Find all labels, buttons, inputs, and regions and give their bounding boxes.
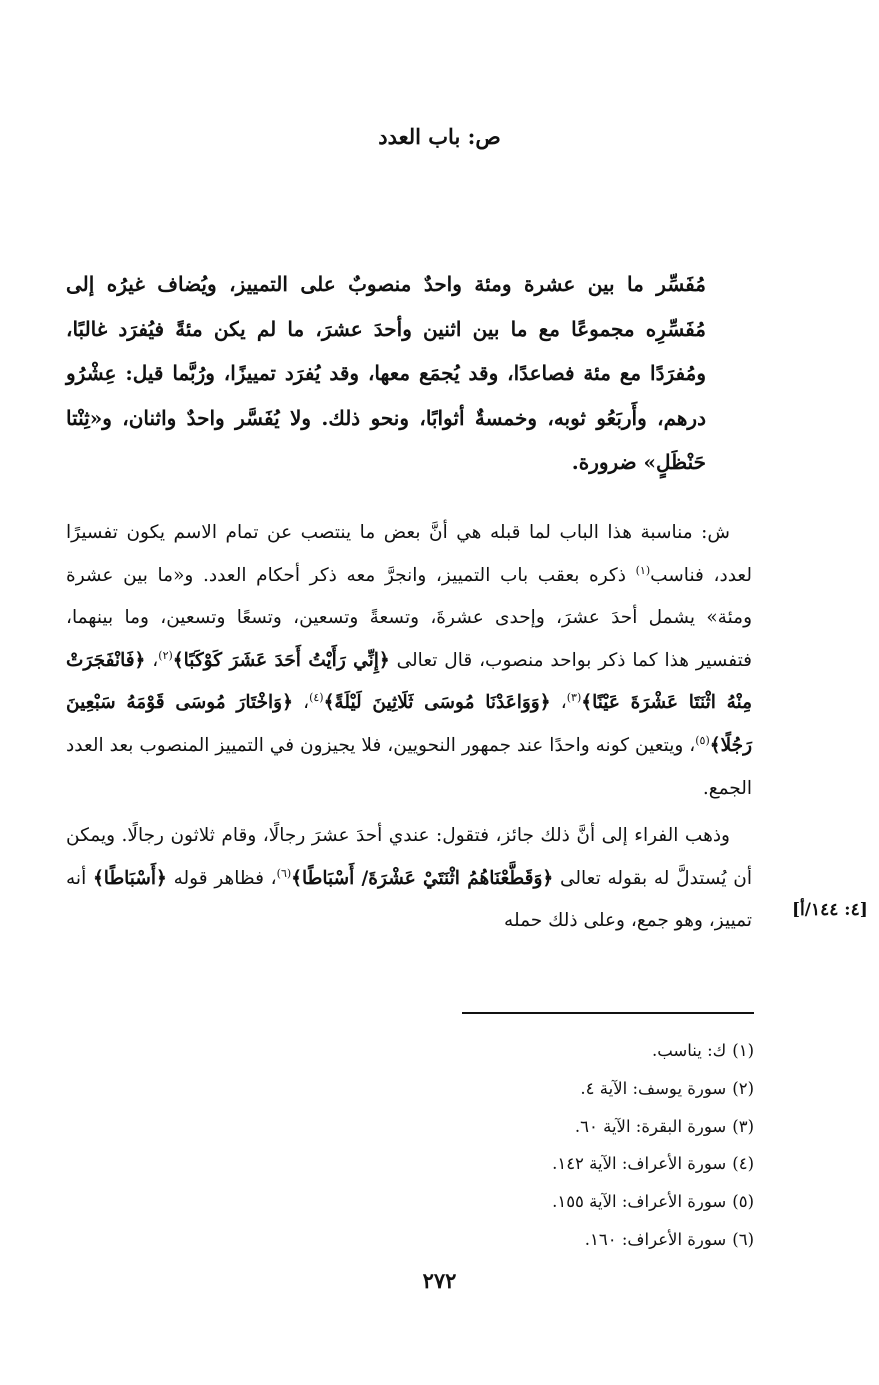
section-heading: ص: باب العدد [378,124,501,149]
manuscript-folio-marker: [٤: ١٤٤/أ] [792,900,868,920]
footnote-number: (٢) [732,1078,754,1098]
footnote-text: سورة الأعراف: الآية ١٤٢. [552,1154,727,1174]
footnote-number: (٣) [732,1116,754,1136]
footnote-ref-3[interactable]: (٣) [566,691,582,705]
sharh-text: أنه تمييز، وهو جمع، وعلى ذلك حمله [66,867,752,932]
page-number: ٢٧٢ [422,1268,457,1293]
sharh-text: ذكره بعقب باب التمييز، وانجرَّ معه ذكر أحكام العدد. و«ما بين عشرة ومئة» يشمل أحدَ عشرَ، وإحدى عشرةَ، وتسعةً وتسعين، وتسعًا وتسعين، وما بينهما، فتفسير هذا كما ذكر بواحد منصوب، قال تعالى [66,564,753,671]
footnote-item [400,1032,754,1070]
sharh-text: ، فظاهر قوله [173,867,277,889]
separator: ، [550,692,567,714]
separator: ، [145,649,159,671]
footnote-text: سورة يوسف: الآية ٤. [580,1078,727,1098]
footnote-item [400,1221,754,1259]
quran-verse: ﴿فَانْفَجَرَتْ مِنْهُ اثْنَتَا عَشْرَةَ عَيْنًا﴾ [66,649,752,714]
sharh-paragraph-1 [66,512,752,810]
footnote-text: سورة الأعراف: الآية ١٥٥. [552,1192,727,1212]
quran-verse: ﴿وَقَطَّعْنَاهُمُ اثْنَتَيْ عَشْرَةَ/ أَسْبَاطًا﴾ [291,867,554,889]
footnote-item [400,1145,754,1183]
footnote-divider [462,1012,754,1014]
sharh-text: وذهب الفراء إلى أنَّ ذلك جائز، فتقول: عندي أحدَ عشرَ رجالًا، وقام ثلاثون رجالًا. ويمكن أن يُستدلَّ له بقوله تعالى [66,825,752,889]
footnote-number: (٥) [732,1192,754,1212]
quran-verse: ﴿إِنِّي رَأَيْتُ أَحَدَ عَشَرَ كَوْكَبًا﴾ [172,649,390,671]
footnotes-list [400,1032,754,1259]
sharh-paragraph-2 [66,815,752,943]
footnote-item [400,1183,754,1221]
footnote-ref-5[interactable]: (٥) [695,733,710,747]
footnote-item [400,1070,754,1108]
matn-paragraph: مُفَسِّر ما بين عشرة ومئة واحدٌ منصوبٌ على التمييز، ويُضاف غيرُه إلى مُفَسِّرِه مجموعًا مع ما بين اثنين وأحدَ عشرَ، ما لم يكن مئةً فيُفرَد غالبًا، ومُفرَدًا مع مئة فصاعدًا، وقد يُجمَع معها، وقد يُفرَد تمييزًا، ورُبَّما قيل: عِشْرُو درهم، وأَربَعُو ثوبه، وخمسةٌ أثوابًا، ونحو ذلك. ولا يُفَسَّر واحدٌ واثنان، و«ثِنْتا حَنْظَلٍ» ضرورة. [66,272,706,474]
footnote-ref-2[interactable]: (٢) [158,648,173,662]
footnote-number: (٦) [732,1229,754,1249]
footnote-text: سورة الأعراف: ١٦٠. [584,1229,727,1249]
sharh-text: ش: مناسبة هذا الباب لما قبله هي أنَّ بعض ما ينتصب عن تمام الاسم يكون تفسيرًا لعدد، فناسب [66,522,752,586]
sharh-text: ، ويتعين كونه واحدًا عند جمهور النحويين، فلا يجيزون في التمييز المنصوب بعد العدد الجمع. [66,734,752,799]
footnote-text: ك: يناسب. [651,1041,727,1060]
footnote-ref-1[interactable]: (١) [635,563,651,577]
footnote-text: سورة البقرة: الآية ٦٠. [574,1116,727,1136]
separator: ، [292,692,310,714]
footnote-number: (١) [732,1041,754,1060]
quran-verse: ﴿وَاخْتَارَ مُوسَى قَوْمَهُ سَبْعِينَ رَجُلًا﴾ [66,692,752,756]
footnote-ref-6[interactable]: (٦) [276,866,292,880]
footnote-item [400,1108,754,1146]
quran-verse: ﴿وَوَاعَدْنَا مُوسَى ثَلَاثِينَ لَيْلَةً﴾ [323,692,551,714]
sharh-commentary [66,512,752,943]
footnote-number: (٤) [732,1154,754,1174]
footnote-ref-4[interactable]: (٤) [309,691,324,705]
quran-verse: ﴿أَسْبَاطًا﴾ [92,867,167,889]
